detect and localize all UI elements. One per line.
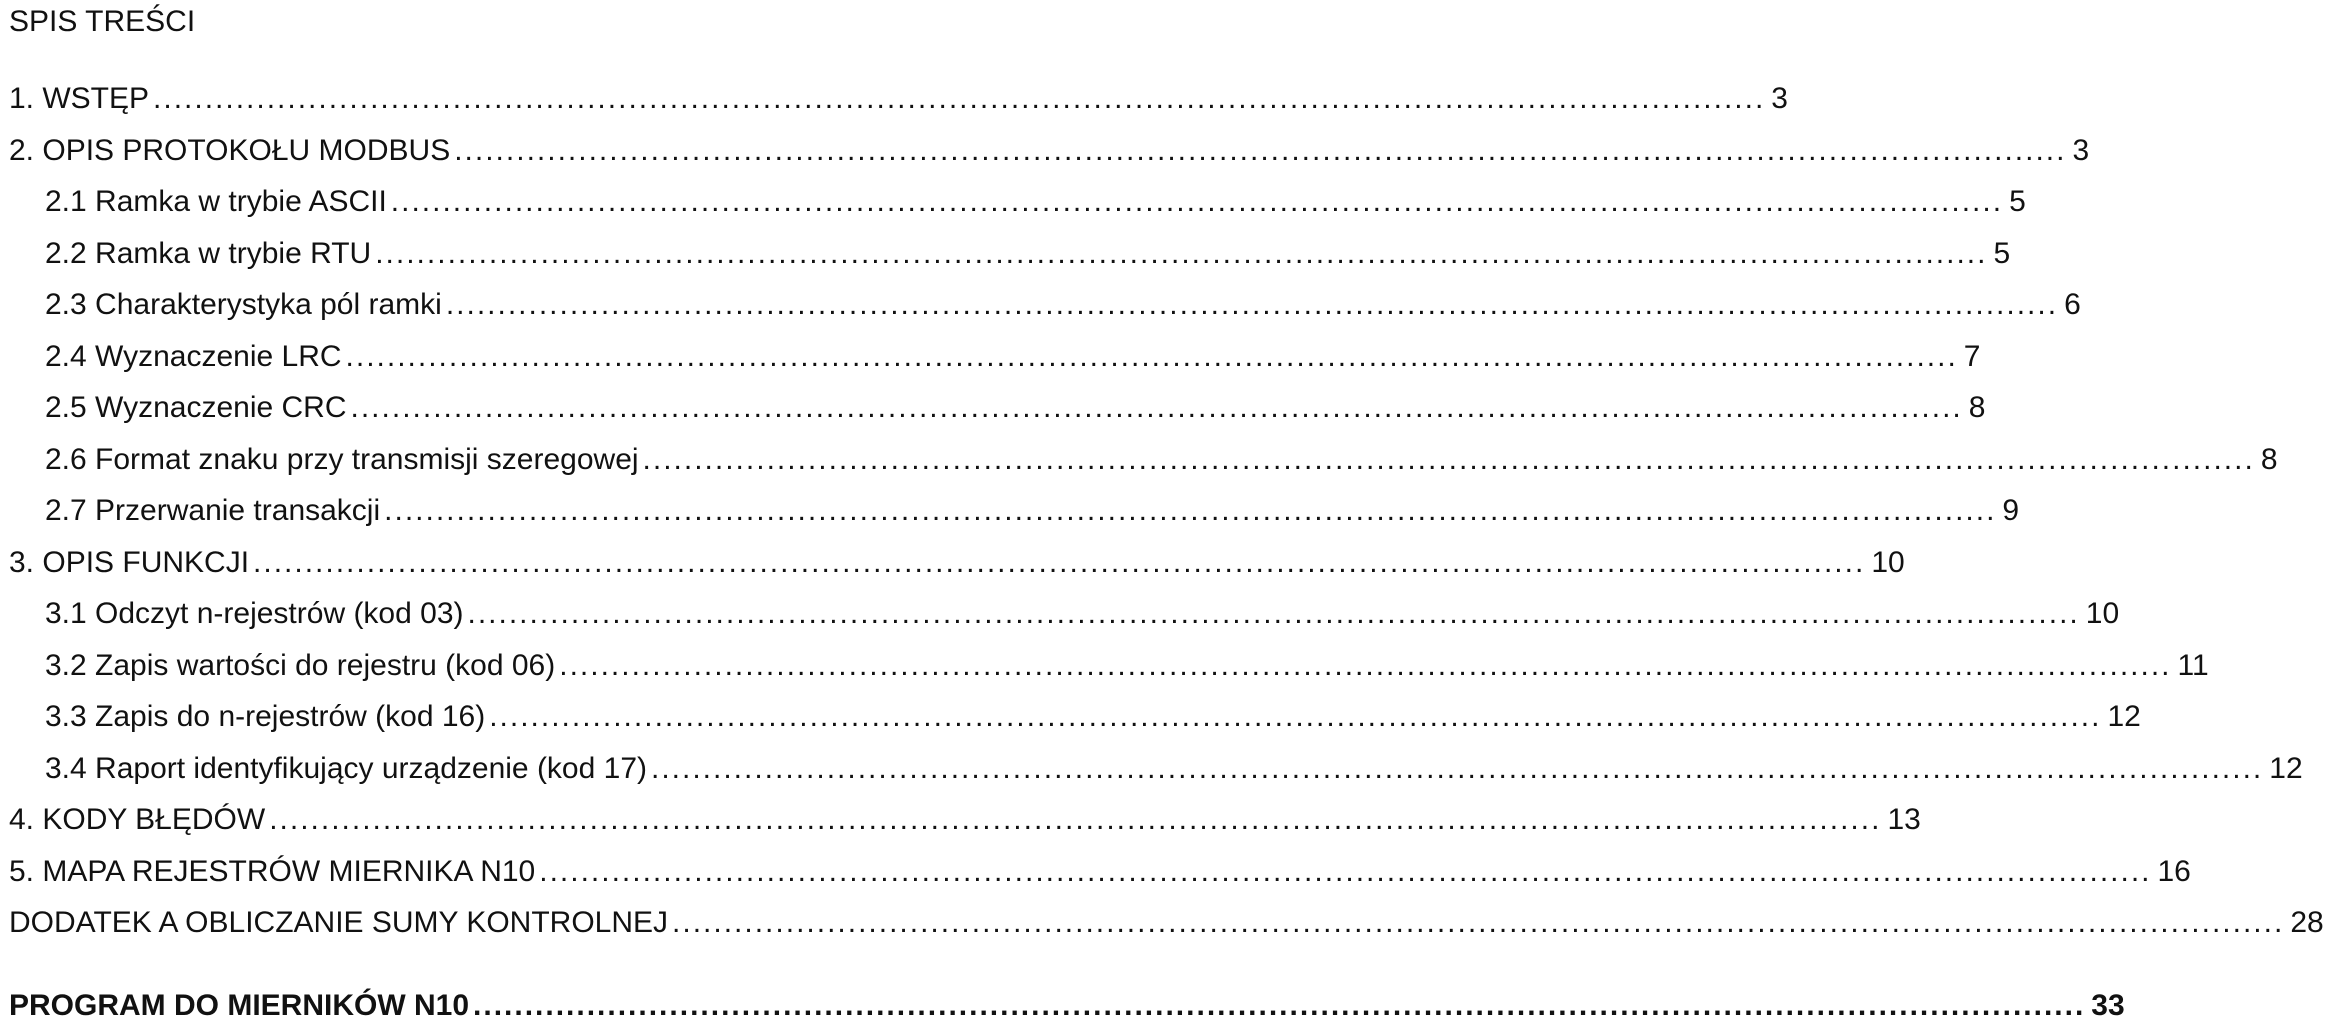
toc-entry-label: 3.4 Raport identyfikujący urządzenie (kod 17) [45, 751, 647, 785]
toc-entry[interactable] [9, 337, 1981, 389]
toc-entry-page: 5 [2009, 185, 2026, 218]
toc-entry-page: 16 [2157, 854, 2191, 888]
dot-leader: ............................................................................................................................................................ [269, 803, 1882, 836]
dot-leader: ............................................................................................................................................................ [672, 906, 2285, 939]
toc-entry-label: 2.3 Charakterystyka pól ramki [45, 288, 442, 321]
toc-entry-page: 33 [2091, 989, 2125, 1022]
toc-entry-label: 3.2 Zapis wartości do rejestru (kod 06) [45, 648, 556, 682]
dot-leader: ............................................................................................................................................................ [384, 494, 1997, 527]
dot-leader: ............................................................................................................................................................ [253, 545, 1866, 579]
toc-entry-label: 3.3 Zapis do n-rejestrów (kod 16) [45, 700, 486, 733]
page-title: SPIS TREŚCI [9, 5, 196, 38]
toc-entry-label: 3. OPIS FUNKCJI [9, 545, 250, 579]
toc-entry-page: 28 [2290, 906, 2324, 939]
dot-leader: ............................................................................................................................................................ [539, 854, 2152, 888]
toc-entry-page: 10 [2085, 597, 2120, 630]
toc-entry[interactable] [9, 543, 1905, 595]
dot-leader: ............................................................................................................................................................ [559, 648, 2172, 682]
toc-entry-label: 2.1 Ramka w trybie ASCII [45, 185, 387, 218]
toc-entry-label: 5. MAPA REJESTRÓW MIERNIKA N10 [9, 854, 536, 888]
toc-entry[interactable] [9, 903, 2324, 955]
toc-entry-label: 3.1 Odczyt n-rejestrów (kod 03) [45, 597, 464, 630]
toc-entry-label: 4. KODY BŁĘDÓW [9, 803, 266, 836]
toc-entry[interactable] [9, 697, 2141, 749]
toc-entry-label: 2.6 Format znaku przy transmisji szeregowej [45, 442, 639, 476]
toc-entry[interactable] [9, 388, 1986, 440]
toc-entry[interactable] [9, 852, 2191, 904]
toc-entry-page: 12 [2107, 700, 2141, 733]
toc-entry[interactable] [9, 749, 2303, 801]
toc-entry-label: 2.7 Przerwanie transakcji [45, 494, 381, 527]
table-of-contents [9, 79, 2324, 955]
toc-entry-label: 2.2 Ramka w trybie RTU [45, 236, 372, 270]
toc-entry-page: 7 [1963, 339, 1981, 373]
toc-entry-page: 3 [2072, 133, 2090, 167]
toc-entry-label: 2.5 Wyznaczenie CRC [45, 391, 347, 424]
dot-leader: ............................................................................................................................................................ [651, 751, 2264, 785]
toc-entry[interactable] [9, 800, 1921, 852]
toc-entry[interactable] [9, 440, 2278, 492]
toc-entry[interactable] [9, 182, 2026, 234]
toc-entry-page: 8 [1968, 391, 1986, 424]
toc-entry-page: 8 [2260, 442, 2278, 476]
dot-leader: ............................................................................................................................................................ [445, 288, 2059, 321]
toc-entry-page: 10 [1871, 545, 1905, 579]
toc-entry-label: 2.4 Wyznaczenie LRC [45, 339, 342, 373]
dot-leader: ............................................................................................................................................................ [345, 339, 1958, 373]
toc-entry-page: 6 [2064, 288, 2081, 321]
toc-entry-label: 1. WSTĘP [9, 82, 150, 115]
toc-entry[interactable] [9, 285, 2081, 337]
toc-entry[interactable] [9, 491, 2020, 543]
toc-entry-page: 3 [1771, 82, 1788, 115]
toc-entry-page: 5 [1993, 236, 2011, 270]
toc-entry[interactable] [9, 131, 2090, 183]
dot-leader: ............................................................................................................................................................ [454, 133, 2067, 167]
toc-entry[interactable] [9, 234, 2011, 286]
dot-leader: ............................................................................................................................................................ [642, 442, 2255, 476]
dot-leader: ............................................................................................................................................................ [489, 700, 2102, 733]
toc-entry-page: 12 [2269, 751, 2303, 785]
toc-entry-page: 11 [2177, 648, 2209, 682]
toc-entry-label: PROGRAM DO MIERNIKÓW N10 [9, 989, 470, 1022]
toc-entry-label: 2. OPIS PROTOKOŁU MODBUS [9, 133, 451, 167]
toc-entry[interactable] [9, 646, 2209, 698]
dot-leader: ............................................................................................................................................................ [467, 597, 2080, 630]
toc-entry-page: 13 [1887, 803, 1921, 836]
toc-entry[interactable] [9, 594, 2120, 646]
dot-leader: ............................................................................................................................................................ [473, 989, 2086, 1022]
toc-entry[interactable] [9, 79, 1788, 131]
dot-leader: ............................................................................................................................................................ [375, 236, 1988, 270]
toc-entry-program[interactable] [9, 986, 2125, 1030]
toc-entry-page: 9 [2002, 494, 2020, 527]
toc-entry-label: DODATEK A OBLICZANIE SUMY KONTROLNEJ [9, 906, 669, 939]
dot-leader: ............................................................................................................................................................ [153, 82, 1766, 115]
dot-leader: ............................................................................................................................................................ [350, 391, 1963, 424]
dot-leader: ............................................................................................................................................................ [390, 185, 2004, 218]
